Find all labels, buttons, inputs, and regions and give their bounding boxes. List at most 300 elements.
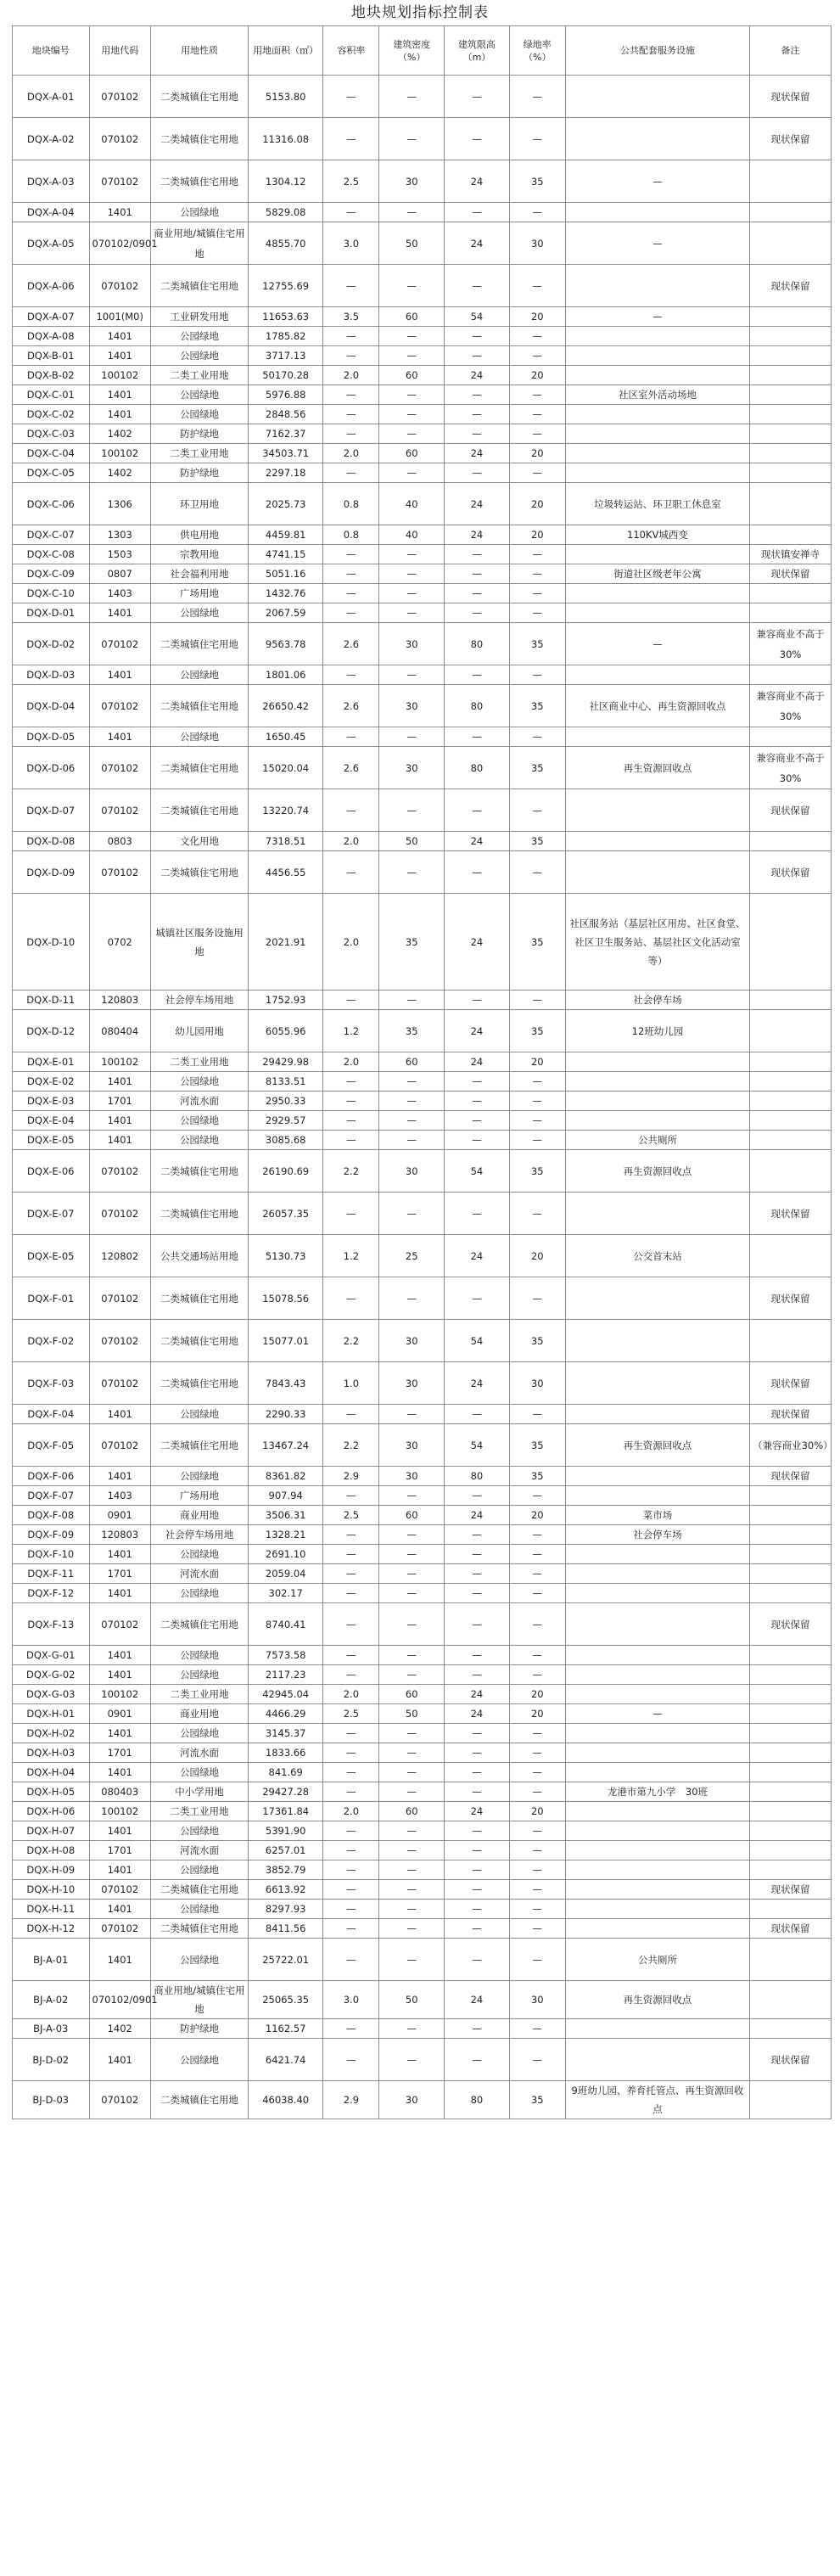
- cell-land-code: 1401: [89, 385, 150, 405]
- cell-green-ratio: 20: [509, 483, 565, 525]
- table-row: [13, 1743, 832, 1763]
- cell-public-facilities: [565, 327, 749, 346]
- cell-land-area: 6055.96: [248, 1010, 322, 1052]
- cell-far: 2.5: [323, 1506, 379, 1525]
- cell-plot-id: DQX-E-05: [13, 1235, 90, 1277]
- cell-height-limit: —: [445, 1525, 510, 1545]
- cell-land-area: 2059.04: [248, 1564, 322, 1584]
- cell-public-facilities: 12班幼儿园: [565, 1010, 749, 1052]
- cell-land-area: 1752.93: [248, 991, 322, 1010]
- cell-land-code: 1503: [89, 545, 150, 564]
- cell-remarks: [750, 1821, 832, 1841]
- cell-height-limit: —: [445, 603, 510, 623]
- table-row: [13, 385, 832, 405]
- cell-land-code: 070102: [89, 2081, 150, 2119]
- table-row: [13, 1424, 832, 1467]
- cell-public-facilities: [565, 1111, 749, 1131]
- cell-height-limit: —: [445, 2019, 510, 2039]
- cell-far: —: [323, 564, 379, 584]
- cell-building-density: —: [379, 1743, 445, 1763]
- cell-land-code: 100102: [89, 1685, 150, 1704]
- cell-far: 3.5: [323, 307, 379, 327]
- cell-land-area: 5829.08: [248, 203, 322, 222]
- cell-height-limit: —: [445, 584, 510, 603]
- cell-building-density: —: [379, 1072, 445, 1092]
- cell-land-code: 1401: [89, 1939, 150, 1981]
- cell-green-ratio: —: [509, 346, 565, 366]
- cell-land-use: 中小学用地: [150, 1782, 248, 1802]
- cell-far: —: [323, 1939, 379, 1981]
- table-row: [13, 1150, 832, 1193]
- cell-land-area: 8361.82: [248, 1467, 322, 1486]
- cell-land-area: 11316.08: [248, 118, 322, 160]
- cell-land-code: 120802: [89, 1235, 150, 1277]
- table-row: [13, 545, 832, 564]
- cell-building-density: 30: [379, 747, 445, 789]
- table-row: [13, 1584, 832, 1603]
- cell-public-facilities: [565, 1900, 749, 1919]
- cell-land-use: 二类工业用地: [150, 1802, 248, 1821]
- cell-plot-id: DQX-D-01: [13, 603, 90, 623]
- cell-plot-id: DQX-C-02: [13, 405, 90, 424]
- cell-plot-id: DQX-C-05: [13, 463, 90, 483]
- cell-height-limit: —: [445, 1564, 510, 1584]
- cell-public-facilities: [565, 1052, 749, 1072]
- table-row: [13, 685, 832, 727]
- cell-land-use: 公园绿地: [150, 1467, 248, 1486]
- cell-land-area: 4466.29: [248, 1704, 322, 1724]
- cell-land-code: 1402: [89, 424, 150, 444]
- cell-building-density: —: [379, 1111, 445, 1131]
- cell-remarks: [750, 307, 832, 327]
- cell-green-ratio: 20: [509, 366, 565, 385]
- cell-plot-id: DQX-C-01: [13, 385, 90, 405]
- cell-land-use: 二类城镇住宅用地: [150, 789, 248, 832]
- table-row: [13, 1405, 832, 1424]
- table-row: [13, 1603, 832, 1646]
- cell-remarks: [750, 991, 832, 1010]
- cell-plot-id: DQX-F-07: [13, 1486, 90, 1506]
- cell-land-area: 13467.24: [248, 1424, 322, 1467]
- header-public-facilities: 公共配套服务设施: [565, 26, 749, 76]
- cell-land-use: 二类工业用地: [150, 366, 248, 385]
- cell-land-area: 2025.73: [248, 483, 322, 525]
- cell-land-area: 26650.42: [248, 685, 322, 727]
- cell-public-facilities: 再生资源回收点: [565, 747, 749, 789]
- table-row: [13, 1981, 832, 2019]
- cell-land-code: 100102: [89, 444, 150, 463]
- cell-land-area: 3085.68: [248, 1131, 322, 1150]
- cell-building-density: —: [379, 991, 445, 1010]
- cell-green-ratio: —: [509, 727, 565, 747]
- cell-building-density: 30: [379, 623, 445, 665]
- cell-public-facilities: [565, 1362, 749, 1405]
- cell-building-density: —: [379, 1405, 445, 1424]
- cell-land-use: 河流水面: [150, 1092, 248, 1111]
- cell-land-area: 15077.01: [248, 1320, 322, 1362]
- cell-building-density: —: [379, 1939, 445, 1981]
- table-row: [13, 1821, 832, 1841]
- land-plot-table: [12, 25, 832, 2119]
- cell-far: —: [323, 1821, 379, 1841]
- cell-plot-id: DQX-B-01: [13, 346, 90, 366]
- cell-land-use: 二类城镇住宅用地: [150, 118, 248, 160]
- cell-plot-id: DQX-A-07: [13, 307, 90, 327]
- cell-building-density: 30: [379, 1362, 445, 1405]
- cell-public-facilities: [565, 118, 749, 160]
- cell-building-density: —: [379, 327, 445, 346]
- cell-plot-id: DQX-B-02: [13, 366, 90, 385]
- cell-far: 2.2: [323, 1150, 379, 1193]
- cell-land-code: 1401: [89, 1821, 150, 1841]
- cell-height-limit: —: [445, 1131, 510, 1150]
- cell-land-use: 公园绿地: [150, 203, 248, 222]
- cell-height-limit: 24: [445, 366, 510, 385]
- cell-land-use: 河流水面: [150, 1841, 248, 1860]
- cell-green-ratio: 20: [509, 525, 565, 545]
- cell-land-use: 二类工业用地: [150, 1052, 248, 1072]
- cell-far: 2.0: [323, 1685, 379, 1704]
- cell-remarks: [750, 444, 832, 463]
- cell-land-code: 1401: [89, 603, 150, 623]
- cell-building-density: 25: [379, 1235, 445, 1277]
- cell-height-limit: —: [445, 1072, 510, 1092]
- cell-building-density: 50: [379, 832, 445, 851]
- cell-remarks: 现状保留: [750, 118, 832, 160]
- cell-remarks: [750, 1841, 832, 1860]
- table-row: [13, 1782, 832, 1802]
- cell-land-code: 1306: [89, 483, 150, 525]
- cell-green-ratio: —: [509, 1486, 565, 1506]
- cell-green-ratio: —: [509, 1092, 565, 1111]
- cell-land-use: 公园绿地: [150, 665, 248, 685]
- cell-land-code: 1401: [89, 346, 150, 366]
- table-row: [13, 1919, 832, 1939]
- cell-public-facilities: —: [565, 623, 749, 665]
- cell-remarks: 现状保留: [750, 851, 832, 894]
- table-row: [13, 1362, 832, 1405]
- cell-green-ratio: —: [509, 405, 565, 424]
- cell-remarks: [750, 1981, 832, 2019]
- cell-land-code: 1401: [89, 1724, 150, 1743]
- cell-height-limit: 24: [445, 1362, 510, 1405]
- cell-building-density: —: [379, 851, 445, 894]
- cell-remarks: [750, 1525, 832, 1545]
- table-row: [13, 366, 832, 385]
- cell-height-limit: 24: [445, 1010, 510, 1052]
- table-row: [13, 1900, 832, 1919]
- cell-plot-id: DQX-F-11: [13, 1564, 90, 1584]
- cell-land-area: 4459.81: [248, 525, 322, 545]
- cell-plot-id: DQX-H-09: [13, 1860, 90, 1880]
- cell-far: 1.0: [323, 1362, 379, 1405]
- cell-far: 2.0: [323, 1802, 379, 1821]
- cell-land-use: 二类城镇住宅用地: [150, 160, 248, 203]
- cell-green-ratio: —: [509, 991, 565, 1010]
- cell-public-facilities: 再生资源回收点: [565, 1424, 749, 1467]
- cell-far: —: [323, 1564, 379, 1584]
- cell-far: —: [323, 1782, 379, 1802]
- cell-land-area: 50170.28: [248, 366, 322, 385]
- cell-height-limit: —: [445, 1821, 510, 1841]
- cell-land-use: 公园绿地: [150, 1900, 248, 1919]
- cell-land-code: 1401: [89, 203, 150, 222]
- cell-building-density: —: [379, 584, 445, 603]
- cell-height-limit: 80: [445, 685, 510, 727]
- cell-plot-id: DQX-C-04: [13, 444, 90, 463]
- cell-land-area: 7843.43: [248, 1362, 322, 1405]
- cell-green-ratio: —: [509, 1545, 565, 1564]
- cell-plot-id: DQX-D-04: [13, 685, 90, 727]
- cell-building-density: —: [379, 1919, 445, 1939]
- cell-green-ratio: —: [509, 603, 565, 623]
- cell-remarks: [750, 1052, 832, 1072]
- cell-remarks: [750, 1704, 832, 1724]
- table-row: [13, 1704, 832, 1724]
- cell-green-ratio: —: [509, 1939, 565, 1981]
- cell-remarks: [750, 1506, 832, 1525]
- cell-public-facilities: [565, 1802, 749, 1821]
- cell-plot-id: DQX-H-11: [13, 1900, 90, 1919]
- cell-green-ratio: 20: [509, 1506, 565, 1525]
- table-row: [13, 222, 832, 265]
- cell-height-limit: —: [445, 1646, 510, 1665]
- cell-land-code: 0901: [89, 1506, 150, 1525]
- cell-height-limit: —: [445, 545, 510, 564]
- cell-height-limit: —: [445, 1603, 510, 1646]
- cell-building-density: 50: [379, 1704, 445, 1724]
- cell-green-ratio: —: [509, 385, 565, 405]
- cell-building-density: —: [379, 265, 445, 307]
- table-row: [13, 327, 832, 346]
- cell-land-use: 公园绿地: [150, 385, 248, 405]
- cell-building-density: —: [379, 405, 445, 424]
- cell-land-code: 1403: [89, 1486, 150, 1506]
- cell-height-limit: 54: [445, 1320, 510, 1362]
- table-row: [13, 832, 832, 851]
- cell-height-limit: —: [445, 1277, 510, 1320]
- cell-land-code: 1402: [89, 2019, 150, 2039]
- cell-land-use: 二类城镇住宅用地: [150, 1193, 248, 1235]
- cell-remarks: [750, 203, 832, 222]
- cell-plot-id: DQX-G-01: [13, 1646, 90, 1665]
- cell-green-ratio: —: [509, 327, 565, 346]
- cell-public-facilities: [565, 603, 749, 623]
- cell-land-area: 6421.74: [248, 2039, 322, 2081]
- cell-plot-id: DQX-E-03: [13, 1092, 90, 1111]
- cell-land-code: 070102: [89, 1424, 150, 1467]
- cell-height-limit: —: [445, 1841, 510, 1860]
- table-row: [13, 1724, 832, 1743]
- cell-building-density: 30: [379, 2081, 445, 2119]
- cell-remarks: 现状保留: [750, 1362, 832, 1405]
- cell-land-use: 公园绿地: [150, 1545, 248, 1564]
- cell-land-code: 080404: [89, 1010, 150, 1052]
- table-row: [13, 564, 832, 584]
- cell-far: —: [323, 584, 379, 603]
- cell-remarks: 兼容商业不高于30%: [750, 623, 832, 665]
- cell-public-facilities: [565, 265, 749, 307]
- table-row: [13, 307, 832, 327]
- cell-building-density: —: [379, 1131, 445, 1150]
- cell-remarks: [750, 1860, 832, 1880]
- cell-green-ratio: —: [509, 424, 565, 444]
- cell-land-area: 6613.92: [248, 1880, 322, 1900]
- cell-public-facilities: [565, 1320, 749, 1362]
- cell-land-code: 070102: [89, 1603, 150, 1646]
- cell-plot-id: DQX-H-07: [13, 1821, 90, 1841]
- cell-public-facilities: —: [565, 1704, 749, 1724]
- cell-building-density: 60: [379, 307, 445, 327]
- cell-land-code: 070102: [89, 76, 150, 118]
- cell-building-density: 30: [379, 685, 445, 727]
- cell-land-use: 公园绿地: [150, 1131, 248, 1150]
- cell-plot-id: DQX-D-06: [13, 747, 90, 789]
- cell-public-facilities: [565, 1584, 749, 1603]
- cell-land-use: 社会停车场用地: [150, 991, 248, 1010]
- cell-land-use: 二类城镇住宅用地: [150, 265, 248, 307]
- cell-far: —: [323, 346, 379, 366]
- cell-far: 2.2: [323, 1424, 379, 1467]
- cell-green-ratio: 20: [509, 444, 565, 463]
- cell-land-code: 1701: [89, 1743, 150, 1763]
- cell-land-use: 城镇社区服务设施用地: [150, 894, 248, 991]
- cell-land-code: 1401: [89, 1763, 150, 1782]
- cell-land-area: 8133.51: [248, 1072, 322, 1092]
- cell-public-facilities: [565, 1685, 749, 1704]
- cell-remarks: 现状镇安禅寺: [750, 545, 832, 564]
- cell-height-limit: 24: [445, 832, 510, 851]
- cell-land-area: 3852.79: [248, 1860, 322, 1880]
- cell-height-limit: —: [445, 789, 510, 832]
- cell-far: —: [323, 1900, 379, 1919]
- cell-public-facilities: [565, 1665, 749, 1685]
- cell-building-density: 30: [379, 160, 445, 203]
- cell-height-limit: —: [445, 1665, 510, 1685]
- cell-building-density: 60: [379, 1052, 445, 1072]
- cell-height-limit: —: [445, 1743, 510, 1763]
- cell-far: —: [323, 405, 379, 424]
- cell-land-use: 二类城镇住宅用地: [150, 76, 248, 118]
- cell-remarks: [750, 665, 832, 685]
- table-row: [13, 747, 832, 789]
- cell-far: —: [323, 327, 379, 346]
- cell-plot-id: DQX-D-08: [13, 832, 90, 851]
- cell-plot-id: DQX-F-02: [13, 1320, 90, 1362]
- cell-land-area: 8411.56: [248, 1919, 322, 1939]
- cell-height-limit: 54: [445, 307, 510, 327]
- cell-remarks: [750, 727, 832, 747]
- cell-building-density: 30: [379, 1150, 445, 1193]
- cell-height-limit: —: [445, 203, 510, 222]
- cell-height-limit: —: [445, 385, 510, 405]
- cell-land-area: 4741.15: [248, 545, 322, 564]
- table-row: [13, 1939, 832, 1981]
- cell-land-code: 1401: [89, 1405, 150, 1424]
- cell-land-use: 二类城镇住宅用地: [150, 1277, 248, 1320]
- cell-far: —: [323, 203, 379, 222]
- cell-land-code: 070102: [89, 747, 150, 789]
- cell-building-density: —: [379, 603, 445, 623]
- cell-far: —: [323, 265, 379, 307]
- table-row: [13, 1010, 832, 1052]
- cell-building-density: —: [379, 1763, 445, 1782]
- cell-far: —: [323, 1072, 379, 1092]
- cell-public-facilities: 菜市场: [565, 1506, 749, 1525]
- cell-public-facilities: 再生资源回收点: [565, 1981, 749, 2019]
- cell-remarks: [750, 1092, 832, 1111]
- cell-land-use: 公共交通场站用地: [150, 1235, 248, 1277]
- cell-land-area: 5976.88: [248, 385, 322, 405]
- cell-plot-id: DQX-H-04: [13, 1763, 90, 1782]
- cell-plot-id: DQX-A-02: [13, 118, 90, 160]
- table-row: [13, 851, 832, 894]
- cell-public-facilities: [565, 665, 749, 685]
- cell-green-ratio: —: [509, 1782, 565, 1802]
- cell-land-use: 二类城镇住宅用地: [150, 2081, 248, 2119]
- cell-public-facilities: [565, 1743, 749, 1763]
- cell-far: 2.6: [323, 623, 379, 665]
- cell-land-code: 1401: [89, 1900, 150, 1919]
- cell-green-ratio: —: [509, 2019, 565, 2039]
- cell-remarks: [750, 1486, 832, 1506]
- cell-building-density: 30: [379, 1424, 445, 1467]
- table-row: [13, 1545, 832, 1564]
- cell-public-facilities: 再生资源回收点: [565, 1150, 749, 1193]
- table-row: [13, 405, 832, 424]
- cell-public-facilities: [565, 2039, 749, 2081]
- cell-remarks: [750, 385, 832, 405]
- cell-green-ratio: —: [509, 665, 565, 685]
- cell-land-area: 2691.10: [248, 1545, 322, 1564]
- cell-land-code: 070102/0901: [89, 1981, 150, 2019]
- cell-far: —: [323, 1092, 379, 1111]
- cell-public-facilities: [565, 366, 749, 385]
- cell-plot-id: DQX-H-06: [13, 1802, 90, 1821]
- cell-plot-id: DQX-C-03: [13, 424, 90, 444]
- cell-far: 3.0: [323, 1981, 379, 2019]
- cell-remarks: [750, 603, 832, 623]
- cell-height-limit: 80: [445, 623, 510, 665]
- cell-green-ratio: —: [509, 1900, 565, 1919]
- cell-plot-id: DQX-D-07: [13, 789, 90, 832]
- cell-land-use: 公园绿地: [150, 346, 248, 366]
- cell-public-facilities: 垃圾转运站、环卫职工休息室: [565, 483, 749, 525]
- cell-height-limit: —: [445, 1880, 510, 1900]
- cell-public-facilities: [565, 1919, 749, 1939]
- cell-height-limit: —: [445, 1782, 510, 1802]
- cell-land-area: 13220.74: [248, 789, 322, 832]
- cell-land-use: 商业用地/城镇住宅用地: [150, 222, 248, 265]
- cell-remarks: [750, 1150, 832, 1193]
- cell-far: —: [323, 1880, 379, 1900]
- cell-building-density: —: [379, 564, 445, 584]
- cell-far: —: [323, 603, 379, 623]
- cell-public-facilities: 公共厕所: [565, 1939, 749, 1981]
- cell-land-code: 1401: [89, 1646, 150, 1665]
- cell-land-use: 商业用地/城镇住宅用地: [150, 1981, 248, 2019]
- cell-height-limit: —: [445, 1919, 510, 1939]
- cell-remarks: [750, 1685, 832, 1704]
- cell-public-facilities: 社会停车场: [565, 1525, 749, 1545]
- cell-land-area: 9563.78: [248, 623, 322, 665]
- cell-land-area: 4456.55: [248, 851, 322, 894]
- cell-remarks: [750, 1545, 832, 1564]
- cell-land-code: 120803: [89, 1525, 150, 1545]
- cell-land-area: 26057.35: [248, 1193, 322, 1235]
- cell-height-limit: 24: [445, 222, 510, 265]
- cell-far: —: [323, 851, 379, 894]
